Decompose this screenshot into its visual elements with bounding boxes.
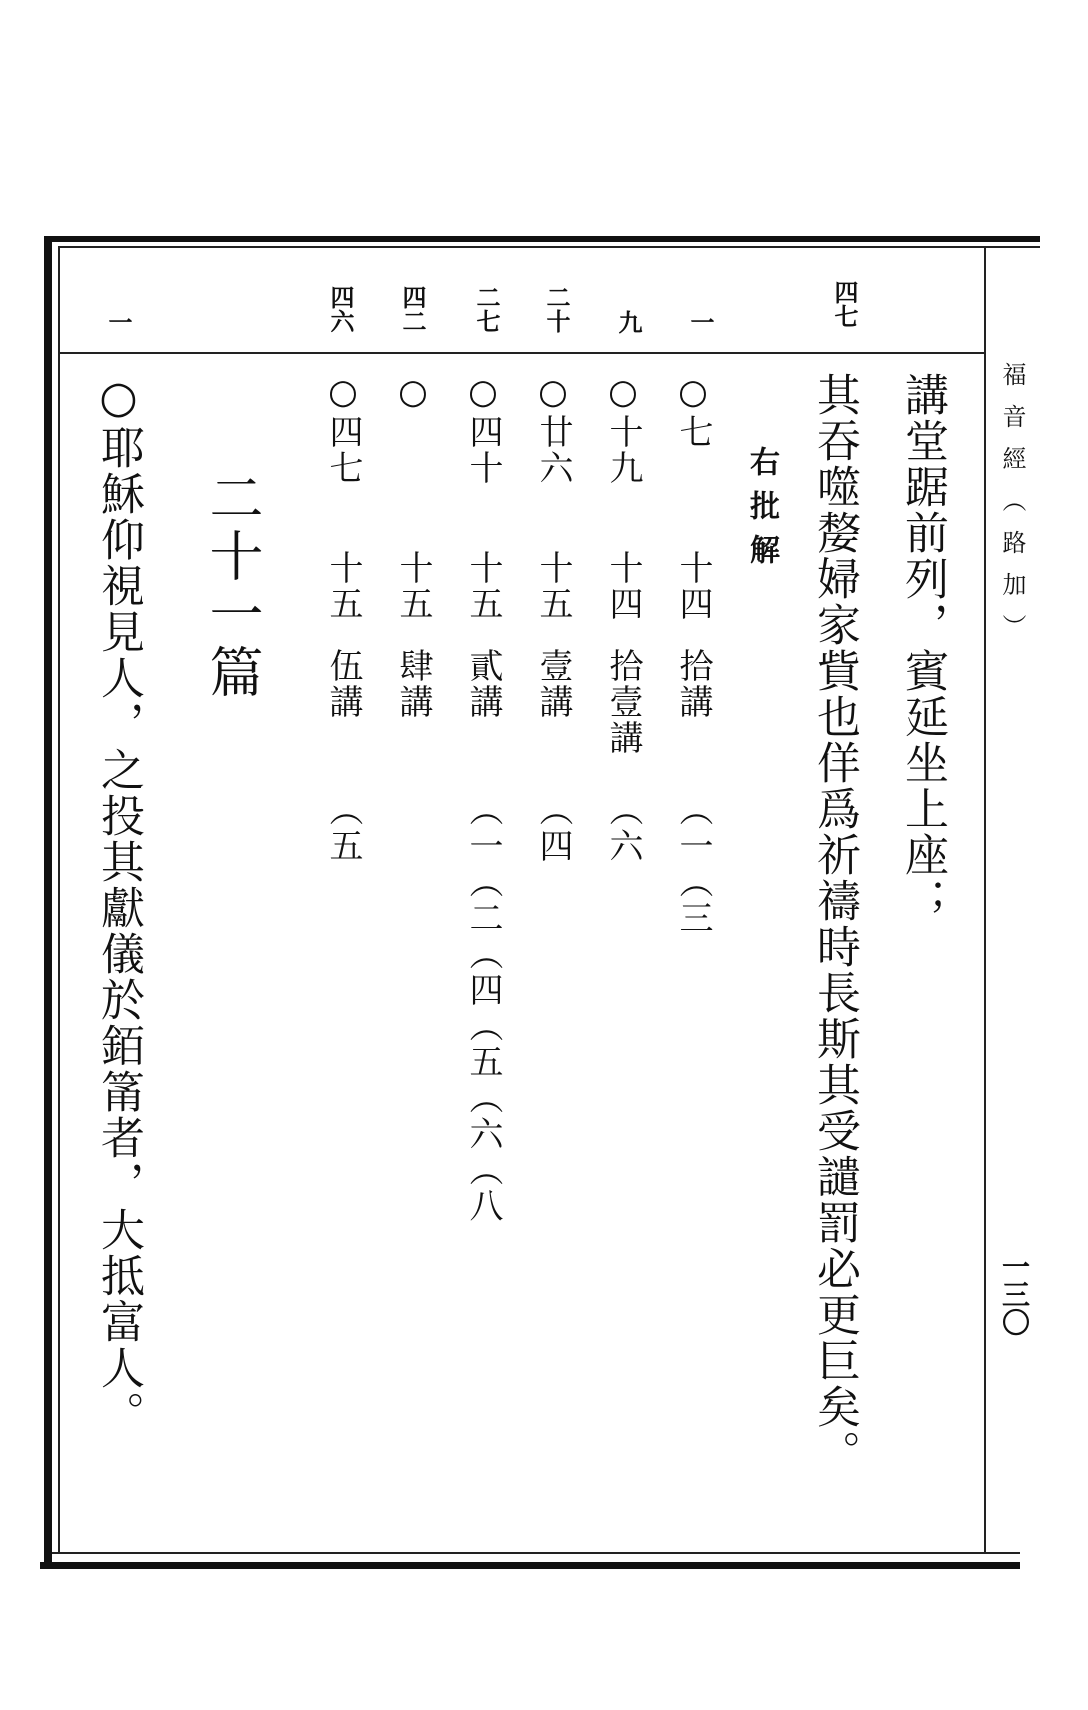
verse-column: 其吞噬嫠婦家貲也佯爲祈禱時長斯其受譴罰必更巨矣。	[809, 372, 860, 1476]
running-head: 福音經（路加）	[998, 362, 1026, 656]
row-refs: （五	[323, 792, 363, 864]
header-ref: 二十	[542, 285, 571, 333]
row-chapter: 十五	[463, 550, 503, 622]
row-refs: （一（三	[673, 792, 713, 936]
row-lecture: 肆講	[393, 648, 433, 720]
row-refs: （四	[533, 792, 573, 864]
frame-top-rule	[52, 236, 1040, 242]
row-mark: ○七	[673, 372, 713, 450]
row-chapter: 十五	[533, 550, 573, 622]
row-refs: （一（二（四（五（六（八	[463, 792, 503, 1224]
row-chapter: 十四	[603, 550, 643, 622]
header-ref: 四二	[398, 285, 427, 333]
row-mark: ○廿六	[533, 372, 573, 486]
frame-bottom-rule	[40, 1562, 1020, 1569]
row-chapter: 十五	[323, 550, 363, 622]
header-ref: 九	[614, 310, 643, 334]
row-mark: ○	[393, 372, 433, 414]
chapter-title: 二十一篇	[201, 470, 264, 702]
row-lecture: 拾講	[673, 648, 713, 720]
row-lecture: 拾壹講	[603, 648, 643, 756]
frame-bottom-inner-rule	[46, 1552, 1020, 1554]
header-ref: 四七	[830, 280, 859, 328]
page-number: 一三〇	[998, 1252, 1031, 1336]
row-mark: ○四十	[463, 372, 503, 486]
header-ref: 一	[686, 310, 715, 334]
frame-right-rule	[984, 246, 986, 1554]
row-chapter: 十四	[673, 550, 713, 622]
row-mark: ○十九	[603, 372, 643, 486]
header-ref: 一	[104, 310, 133, 334]
frame-left-rule	[44, 236, 52, 1569]
frame-top-inner-rule	[58, 246, 1040, 248]
row-chapter: 十五	[393, 550, 433, 622]
header-ref: 二七	[472, 285, 501, 333]
row-mark: ○四七	[323, 372, 363, 486]
table-heading: 右批解	[744, 446, 779, 578]
frame-left-inner-rule	[58, 246, 60, 1554]
verse-column: 講堂踞前列，賓延坐上座；	[897, 372, 948, 924]
header-divider	[60, 352, 984, 354]
verse-column: ○耶穌仰視見人，之投其獻儀於銆筩者，大抵富人。	[93, 372, 144, 1437]
header-ref: 四六	[326, 285, 355, 333]
row-lecture: 壹講	[533, 648, 573, 720]
row-lecture: 伍講	[323, 648, 363, 720]
row-refs: （六	[603, 792, 643, 864]
row-lecture: 貳講	[463, 648, 503, 720]
